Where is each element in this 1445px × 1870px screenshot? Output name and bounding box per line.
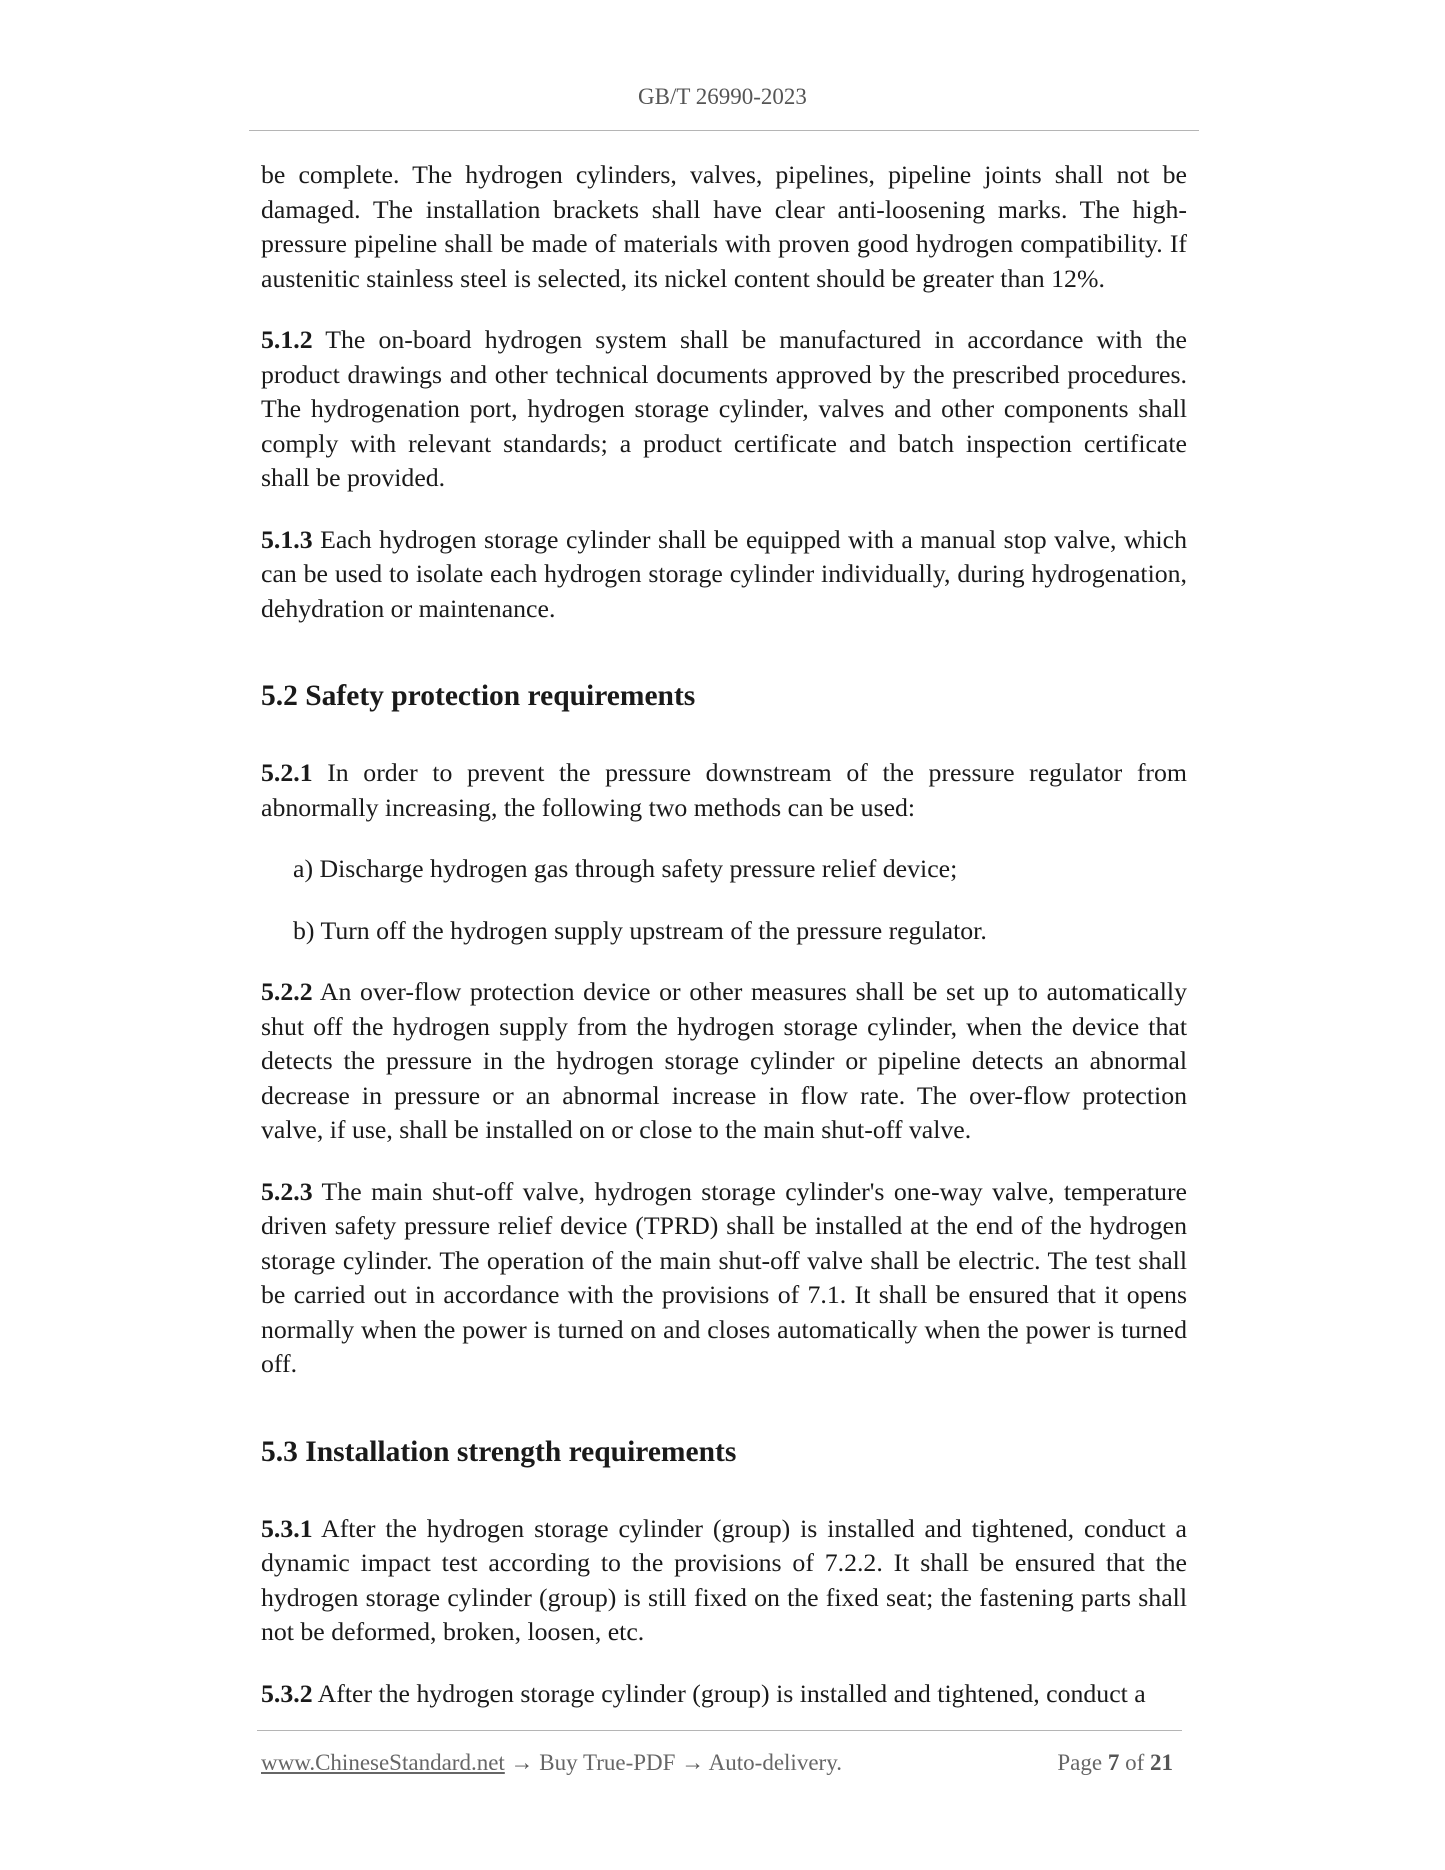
clause-5-3-1 [261, 1512, 1187, 1650]
document-body [261, 158, 1187, 1738]
clause-number: 5.1.3 [261, 524, 313, 554]
clause-5-2-1 [261, 756, 1187, 825]
clause-text: The main shut-off valve, hydrogen storage cylinder's one-way valve, temperature driven safety pressure relief device (TPRD) shall be installed at the end of the hydrogen storage cylinder. The operation of the main shut-off valve shall be electric. The test shall be carried out in accordance with the provisions of 7.1. It shall be ensured that it opens normally when the power is turned on and closes automatically when the power is turned off. [261, 1176, 1187, 1378]
clause-text: Each hydrogen storage cylinder shall be equipped with a manual stop valve, which can be used to isolate each hydrogen storage cylinder individually, during hydrogenation, dehydration or maintenance. [261, 524, 1187, 623]
total-pages-number: 21 [1150, 1750, 1173, 1775]
clause-5-3-2 [261, 1677, 1187, 1712]
clause-text: In order to prevent the pressure downstream of the pressure regulator from abnormally increasing, the following two methods can be used: [261, 758, 1187, 822]
clause-text: After the hydrogen storage cylinder (group) is installed and tightened, conduct a [312, 1678, 1146, 1708]
clause-number: 5.3.2 [261, 1678, 313, 1708]
clause-number: 5.3.1 [261, 1513, 313, 1543]
clause-5-2-3 [261, 1175, 1187, 1382]
page-footer [261, 1750, 1173, 1776]
arrow-right-icon: → [675, 1750, 709, 1775]
clause-number: 5.1.2 [261, 325, 313, 354]
website-link[interactable]: www.ChineseStandard.net [261, 1750, 505, 1775]
clause-5-1-2 [261, 323, 1187, 496]
of-label: of [1119, 1750, 1150, 1775]
clause-5-2-2 [261, 975, 1187, 1148]
standard-code: GB/T 26990-2023 [638, 84, 807, 109]
clause-text: After the hydrogen storage cylinder (group) is installed and tightened, conduct a dynamic impact test according to the provisions of 7.2.2. It shall be ensured that the hydrogen storage cylinder (group) is still fixed on the fixed seat; the fastening parts shall not be deformed, broken, loosen, etc. [261, 1513, 1187, 1646]
buy-pdf-text: Buy True-PDF [539, 1750, 676, 1775]
header-divider [249, 130, 1199, 131]
document-header [0, 84, 1445, 110]
clause-number: 5.2.3 [261, 1176, 313, 1206]
paragraph-continuation: be complete. The hydrogen cylinders, valves, pipelines, pipeline joints shall not be damaged. The installation brackets shall have clear anti-loosening marks. The high-pressure pipeline shall be made of materials with proven good hydrogen compatibility. If austenitic stainless steel is selected, its nickel content should be greater than 12%. [261, 160, 1187, 293]
clause-5-1-3 [261, 523, 1187, 627]
list-item-b: b) Turn off the hydrogen supply upstream of the pressure regulator. [293, 915, 987, 945]
clause-number: 5.2.1 [261, 758, 313, 787]
list-item-a: a) Discharge hydrogen gas through safety pressure relief device; [293, 854, 958, 883]
clause-number: 5.2.2 [261, 977, 313, 1006]
auto-delivery-text: Auto-delivery. [708, 1750, 842, 1775]
arrow-right-icon: → [504, 1750, 540, 1775]
page-indicator [1057, 1750, 1173, 1776]
footer-divider [257, 1730, 1182, 1731]
clause-text: An over-flow protection device or other measures shall be set up to automatically shut off the hydrogen supply from the hydrogen storage cylinder, when the device that detects the pressure in the hydrogen storage cylinder or pipeline detects an abnormal decrease in pressure or an abnormal increase in flow rate. The over-flow protection valve, if use, shall be installed on or close to the main shut-off valve. [261, 977, 1187, 1144]
current-page-number: 7 [1107, 1750, 1120, 1775]
page-label: Page [1057, 1750, 1108, 1775]
clause-text: The on-board hydrogen system shall be manufactured in accordance with the product drawings and other technical documents approved by the prescribed procedures. The hydrogenation port, hydrogen storage cylinder, valves and other components shall comply with relevant standards; a product certificate and batch inspection certificate shall be provided. [261, 325, 1187, 492]
section-heading-5-2: 5.2 Safety protection requirements [261, 680, 696, 712]
section-heading-5-3: 5.3 Installation strength requirements [261, 1435, 737, 1468]
